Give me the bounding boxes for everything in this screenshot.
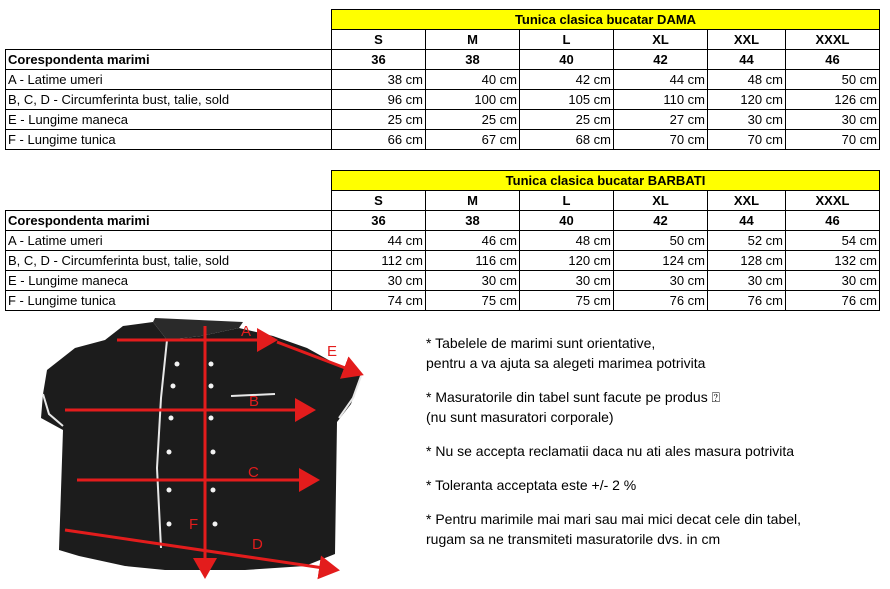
size-header: M (426, 191, 520, 211)
table-cell: 68 cm (520, 130, 614, 150)
size-header: L (520, 191, 614, 211)
table-cell: 25 cm (520, 110, 614, 130)
row-label: B, C, D - Circumferinta bust, talie, sold (6, 90, 332, 110)
table-cell: 42 (614, 211, 708, 231)
table-cell: 124 cm (614, 251, 708, 271)
table-cell: 44 cm (614, 70, 708, 90)
table-cell: 30 cm (786, 110, 880, 130)
table-cell: 70 cm (708, 130, 786, 150)
table-cell: 38 cm (332, 70, 426, 90)
table-cell: 25 cm (332, 110, 426, 130)
table-cell: 70 cm (614, 130, 708, 150)
table-cell: 132 cm (786, 251, 880, 271)
table-cell: 66 cm (332, 130, 426, 150)
shirt-measurement-diagram (5, 318, 375, 586)
size-table-dama (5, 9, 880, 150)
label-d: D (252, 536, 263, 553)
table-cell: 74 cm (332, 291, 426, 311)
size-header: XL (614, 191, 708, 211)
table-cell: 50 cm (786, 70, 880, 90)
table-cell: 46 cm (426, 231, 520, 251)
note-line: * Toleranta acceptata este +/- 2 % (426, 477, 637, 493)
table-cell: 67 cm (426, 130, 520, 150)
note-line: pentru a va ajuta sa alegeti marimea potrivita (426, 355, 706, 371)
table-cell: 38 (426, 50, 520, 70)
note-line: * Masuratorile din tabel sunt facute pe produs ⍰ (426, 389, 721, 405)
table-cell: 25 cm (426, 110, 520, 130)
note-line: rugam sa ne transmiteti masuratorile dvs. in cm (426, 531, 721, 547)
size-table-barbati (5, 170, 880, 311)
table-cell: 40 (520, 50, 614, 70)
table-cell: 112 cm (332, 251, 426, 271)
note-line: * Nu se accepta reclamatii daca nu ati ales masura potrivita (426, 443, 795, 459)
table-row (6, 110, 880, 130)
note-item (426, 387, 886, 427)
table-row (6, 70, 880, 90)
label-c: C (248, 464, 259, 481)
table-cell: 44 cm (332, 231, 426, 251)
table-cell: 48 cm (520, 231, 614, 251)
correspondence-row (6, 211, 880, 231)
size-header: XXXL (786, 191, 880, 211)
size-header: XXL (708, 30, 786, 50)
row-label: E - Lungime maneca (6, 110, 332, 130)
table-cell: 40 (520, 211, 614, 231)
table-title-row (6, 10, 880, 30)
table-cell: 46 (786, 50, 880, 70)
table-cell: 52 cm (708, 231, 786, 251)
table-cell: 36 (332, 50, 426, 70)
table-cell: 30 cm (786, 271, 880, 291)
size-header: S (332, 30, 426, 50)
table-cell: 76 cm (786, 291, 880, 311)
row-label: Corespondenta marimi (6, 50, 332, 70)
table-cell: 46 (786, 211, 880, 231)
table-cell: 76 cm (708, 291, 786, 311)
note-item (426, 333, 886, 373)
size-notes (426, 333, 886, 563)
size-header: XXXL (786, 30, 880, 50)
row-label: Corespondenta marimi (6, 211, 332, 231)
table-cell: 30 cm (708, 110, 786, 130)
table-row (6, 291, 880, 311)
table-cell: 42 cm (520, 70, 614, 90)
table-cell: 116 cm (426, 251, 520, 271)
row-label: F - Lungime tunica (6, 291, 332, 311)
row-label: E - Lungime maneca (6, 271, 332, 291)
table-row (6, 130, 880, 150)
size-header: L (520, 30, 614, 50)
label-f: F (189, 516, 199, 533)
table-cell: 75 cm (426, 291, 520, 311)
size-header: M (426, 30, 520, 50)
table-row (6, 271, 880, 291)
table-cell: 30 cm (708, 271, 786, 291)
table-cell: 38 (426, 211, 520, 231)
table-cell: 44 (708, 211, 786, 231)
table-cell: 27 cm (614, 110, 708, 130)
row-label: A - Latime umeri (6, 231, 332, 251)
note-line: * Tabelele de marimi sunt orientative, (426, 335, 656, 351)
size-header-row (6, 30, 880, 50)
table-cell: 128 cm (708, 251, 786, 271)
note-item (426, 509, 886, 549)
table-title-row (6, 171, 880, 191)
table-cell: 44 (708, 50, 786, 70)
table-cell: 105 cm (520, 90, 614, 110)
correspondence-row (6, 50, 880, 70)
table-cell: 48 cm (708, 70, 786, 90)
note-line: (nu sunt masuratori corporale) (426, 409, 614, 425)
table-cell: 36 (332, 211, 426, 231)
table-cell: 96 cm (332, 90, 426, 110)
table-row (6, 251, 880, 271)
table-cell: 30 cm (426, 271, 520, 291)
row-label: B, C, D - Circumferinta bust, talie, sold (6, 251, 332, 271)
table-cell: 120 cm (708, 90, 786, 110)
table-row (6, 90, 880, 110)
table-cell: 30 cm (332, 271, 426, 291)
table-cell: 120 cm (520, 251, 614, 271)
label-b: B (249, 393, 260, 410)
table-title: Tunica clasica bucatar BARBATI (332, 171, 880, 191)
table-cell: 30 cm (614, 271, 708, 291)
table-cell: 42 (614, 50, 708, 70)
table-row (6, 231, 880, 251)
table-cell: 50 cm (614, 231, 708, 251)
table-cell: 70 cm (786, 130, 880, 150)
table-cell: 100 cm (426, 90, 520, 110)
label-a: A (241, 323, 252, 340)
row-label: F - Lungime tunica (6, 130, 332, 150)
table-cell: 40 cm (426, 70, 520, 90)
note-item (426, 441, 886, 461)
label-e: E (327, 343, 338, 360)
size-header: S (332, 191, 426, 211)
table-cell: 30 cm (520, 271, 614, 291)
table-title: Tunica clasica bucatar DAMA (332, 10, 880, 30)
size-header: XXL (708, 191, 786, 211)
note-item (426, 475, 886, 495)
table-cell: 75 cm (520, 291, 614, 311)
table-cell: 54 cm (786, 231, 880, 251)
table-cell: 110 cm (614, 90, 708, 110)
size-header: XL (614, 30, 708, 50)
table-cell: 126 cm (786, 90, 880, 110)
size-header-row (6, 191, 880, 211)
note-line: * Pentru marimile mai mari sau mai mici decat cele din tabel, (426, 511, 802, 527)
table-cell: 76 cm (614, 291, 708, 311)
row-label: A - Latime umeri (6, 70, 332, 90)
